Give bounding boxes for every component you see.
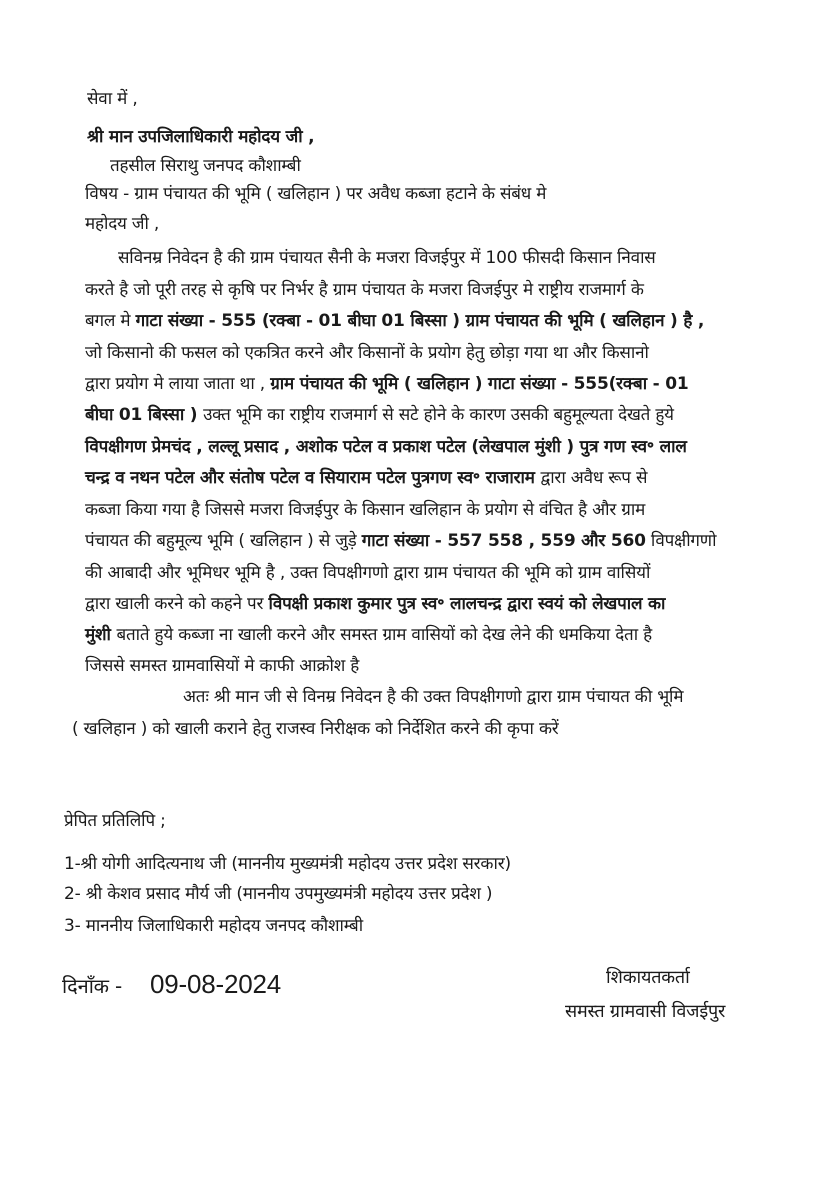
bold-text: बीघा 01 बिस्सा ) (85, 405, 204, 425)
body-text: की आबादी और भूमिधर भूमि है , उक्त विपक्षीगणो द्वारा ग्राम पंचायत की भूमि को ग्राम वासियों (85, 563, 651, 583)
body-line (85, 279, 644, 301)
salutation: सेवा में , (87, 89, 138, 109)
body-line (85, 467, 647, 489)
date-value: 09-08-2024 (150, 969, 281, 999)
body-text: पंचायत की बहुमूल्य भूमि ( खलिहान ) से जुड़े (85, 531, 362, 551)
bold-text: गाटा संख्या - 555 (रक्बा - 01 बीघा 01 बिस्सा ) ग्राम पंचायत की भूमि ( खलिहान ) है , (135, 311, 705, 331)
request-line: अतः श्री मान जी से विनम्र निवेदन है की उक्त विपक्षीगणो द्वारा ग्राम पंचायत की भूमि (183, 687, 684, 707)
bold-text: मुंशी (85, 625, 117, 645)
body-text: बगल मे (85, 311, 136, 331)
body-text: द्वारा प्रयोग मे लाया जाता था , (85, 374, 271, 394)
cc-item: 1-श्री योगी आदित्यनाथ जी (माननीय मुख्यमंत्री महोदय उत्तर प्रदेश सरकार) (64, 854, 511, 874)
body-line (85, 562, 650, 584)
cc-heading: प्रेपित प्रतिलिपि ; (64, 811, 166, 831)
body-text: जो किसानो की फसल को एकत्रित करने और किसानों के प्रयोग हेतु छोड़ा गया था और किसानो (85, 343, 649, 363)
body-line (85, 436, 687, 458)
cc-item: 2- श्री केशव प्रसाद मौर्य जी (माननीय उपमुख्यमंत्री महोदय उत्तर प्रदेश ) (64, 884, 493, 904)
body-line (85, 624, 652, 646)
body-text: जिससे समस्त ग्रामवासियों मे काफी आक्रोश है (85, 656, 360, 676)
body-line (118, 247, 656, 269)
body-text: उक्त भूमि का राष्ट्रीय राजमार्ग से सटे होने के कारण उसकी बहुमूल्यता देखते हुये (203, 405, 674, 425)
body-text: द्वारा अवैध रूप से (540, 468, 648, 488)
signature-title: शिकायतकर्ता (606, 967, 690, 988)
body-line (85, 593, 665, 615)
body-line (85, 373, 689, 395)
body-line (85, 310, 704, 332)
body-line (85, 655, 359, 677)
addressee-name: श्री मान उपजिलाधिकारी महोदय जी , (87, 127, 315, 147)
body-text: बताते हुये कब्जा ना खाली करने और समस्त ग्राम वासियों को देख लेने की धमकिया देता है (116, 625, 652, 645)
bold-text: ग्राम पंचायत की भूमि ( खलिहान ) गाटा संख्या - 555(रक्बा - 01 (270, 374, 689, 394)
signature-name: समस्त ग्रामवासी विजईपुर (565, 1001, 726, 1022)
body-text: सविनम्र निवेदन है की ग्राम पंचायत सैनी के मजरा विजईपुर में 100 फीसदी किसान निवास (118, 248, 656, 268)
body-text: कब्जा किया गया है जिससे मजरा विजईपुर के किसान खलिहान के प्रयोग से वंचित है और ग्राम (85, 500, 646, 520)
date-label: दिनाँक - (62, 974, 123, 998)
greeting: महोदय जी , (85, 214, 160, 234)
bold-text: गाटा संख्या - 557 558 , 559 और 560 (361, 531, 646, 551)
body-text: द्वारा खाली करने को कहने पर (85, 594, 269, 614)
request-line: ( खलिहान ) को खाली कराने हेतु राजस्व निरीक्षक को निर्देशित करने की कृपा करें (72, 719, 559, 739)
bold-text: विपक्षीगण प्रेमचंद , लल्लू प्रसाद , अशोक पटेल व प्रकाश पटेल (लेखपाल मुंशी ) पुत्र गण स्व॰ लाल (85, 437, 687, 457)
body-line (85, 530, 716, 552)
bold-text: विपक्षी प्रकाश कुमार पुत्र स्व॰ लालचन्द्र द्वारा स्वयं को लेखपाल का (268, 594, 666, 614)
body-line (85, 404, 674, 426)
subject-line: विषय - ग्राम पंचायत की भूमि ( खलिहान ) पर अवैध कब्जा हटाने के संबंध मे (85, 184, 547, 204)
addressee-office: तहसील सिराथु जनपद कौशाम्बी (110, 156, 301, 176)
bold-text: चन्द्र व नथन पटेल और संतोष पटेल व सियाराम पटेल पुत्रगण स्व॰ राजाराम (85, 468, 541, 488)
body-text: करते है जो पूरी तरह से कृषि पर निर्भर है ग्राम पंचायत के मजरा विजईपुर मे राष्ट्रीय राजमार्ग के (85, 280, 644, 300)
body-line (85, 499, 645, 521)
cc-item: 3- माननीय जिलाधिकारी महोदय जनपद कौशाम्बी (64, 916, 363, 936)
body-text: विपक्षीगणो (645, 531, 717, 551)
body-line (85, 342, 649, 364)
